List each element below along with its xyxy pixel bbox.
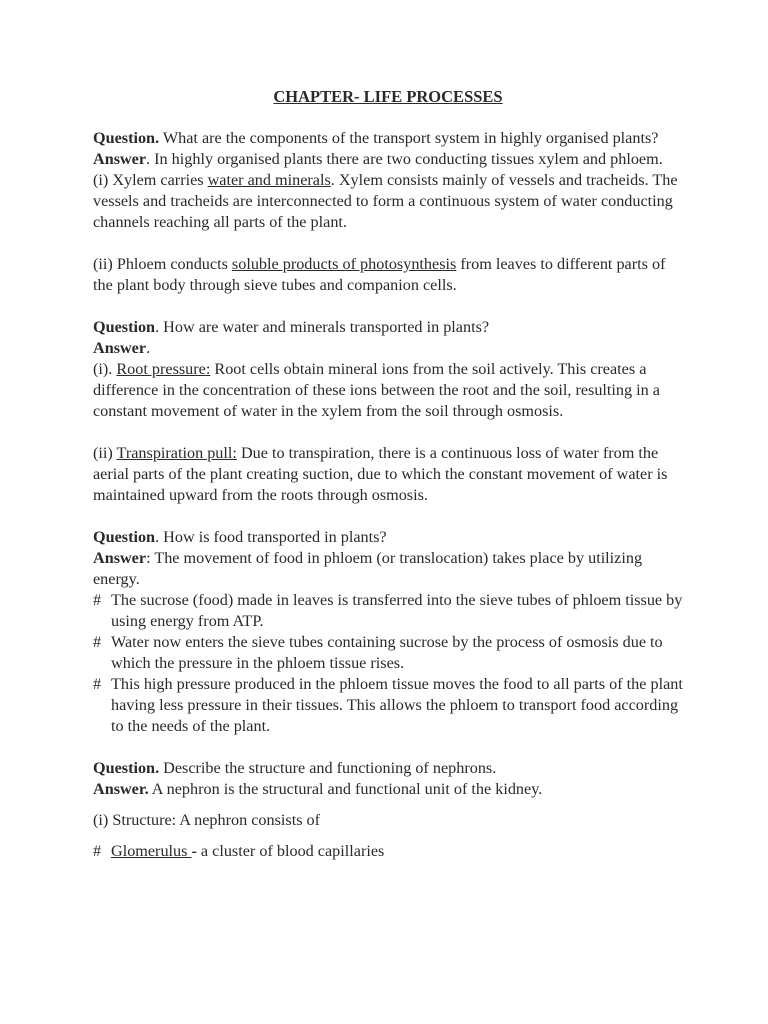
question-1: Question. What are the components of the transport system in highly organised plants? [93,129,659,147]
document-page [93,86,683,862]
question-3: Question. How is food transported in plants? [93,528,387,546]
structure-heading: (i) Structure: A nephron consists of [93,811,321,829]
question-4: Question. Describe the structure and functioning of nephrons. [93,759,497,777]
answer-2: Answer. [93,339,151,357]
answer-2-point-i: (i). Root pressure: Root cells obtain mineral ions from the soil actively. This creates a difference in the concentration of these ions between the root and the soil, resulting in a constant movement of water in the xylem from the soil through osmosis. [93,360,660,420]
answer-1: Answer. In highly organised plants there are two conducting tissues xylem and phloem. [93,150,663,168]
bullet-mark: # [93,842,102,860]
answer-3: Answer: The movement of food in phloem (or translocation) takes place by utilizing energy. [93,549,643,588]
answer-2-point-ii: (ii) Transpiration pull: Due to transpiration, there is a continuous loss of water from the aerial parts of the plant creating suction, due to which the constant movement of water is maintained upward from the roots through osmosis. [93,444,668,504]
question-2: Question. How are water and minerals transported in plants? [93,318,490,336]
bullet-mark: # [93,633,102,651]
chapter-title: CHAPTER- LIFE PROCESSES [273,87,503,106]
bullet-mark: # [93,675,102,693]
bullet-mark: # [93,591,102,609]
answer-1-point-i: (i) Xylem carries water and minerals. Xylem consists mainly of vessels and tracheids. The vessels and tracheids are interconnected to form a continuous system of water conducting channels reaching all parts of the plant. [93,171,678,231]
list-item: # The sucrose (food) made in leaves is transferred into the sieve tubes of phloem tissue by using energy from ATP. [93,591,683,630]
answer-4: Answer. A nephron is the structural and functional unit of the kidney. [93,780,543,798]
answer-1-point-ii: (ii) Phloem conducts soluble products of photosynthesis from leaves to different parts of the plant body through sieve tubes and companion cells. [93,255,666,294]
list-item: # Water now enters the sieve tubes containing sucrose by the process of osmosis due to which the pressure in the phloem tissue rises. [93,633,663,672]
list-item: # This high pressure produced in the phloem tissue moves the food to all parts of the plant having less pressure in their tissues. This allows the phloem to transport food according to the needs of the plant. [93,675,683,735]
list-item: # Glomerulus - a cluster of blood capillaries [93,842,385,860]
